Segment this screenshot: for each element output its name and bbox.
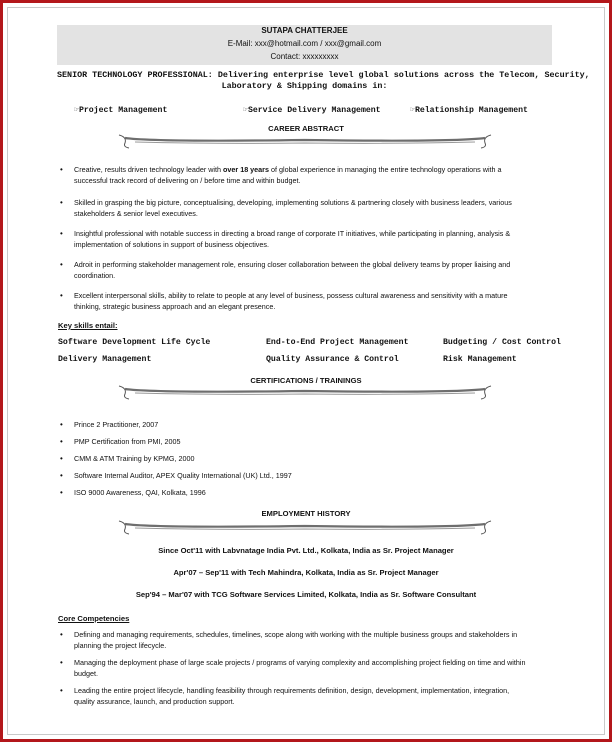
- domain-item: ☞Project Management: [74, 106, 168, 115]
- candidate-name: SUTAPA CHATTERJEE: [261, 26, 348, 35]
- page-inner: [7, 7, 605, 735]
- key-skills-title: Key skills entail:: [58, 321, 118, 330]
- job-entry: Sep'94 – Mar'07 with TCG Software Services Limited, Kolkata, India as Sr. Software Consultant: [135, 590, 477, 599]
- profile-line-1: SENIOR TECHNOLOGY PROFESSIONAL: Delivering enterprise level global solutions across the Telecom, Security,: [57, 70, 590, 80]
- certifications-title: CERTIFICATIONS / TRAININGS: [250, 376, 362, 385]
- domain-item: ☞Relationship Management: [410, 106, 528, 115]
- list-item: • Software Internal Auditor, APEX Quality International (UK) Ltd., 1997: [60, 471, 292, 480]
- list-item: • Prince 2 Practitioner, 2007: [60, 420, 159, 429]
- employment-title: EMPLOYMENT HISTORY: [261, 509, 351, 518]
- ornamental-divider: [115, 382, 495, 402]
- list-item: • Insightful professional with notable success in directing a broad range of corporate IT initiatives, while participating in planning, analysis & implementation of solutions in support of business objectives.: [60, 229, 511, 249]
- list-item: • CMM & ATM Training by KPMG, 2000: [60, 454, 195, 463]
- hand-pointer-icon: ☞: [243, 106, 248, 115]
- list-item: • Creative, results driven technology leader with over 18 years of global experience in managing the entire technology operations with a successful track record of delivering on / before time and within budget.: [60, 165, 502, 185]
- hand-pointer-icon: ☞: [74, 106, 79, 115]
- email-line: E-Mail: xxx@hotmail.com / xxx@gmail.com: [227, 39, 382, 48]
- list-item: • ISO 9000 Awareness, QAI, Kolkata, 1996: [60, 488, 206, 497]
- skill-item: Risk Management: [443, 355, 517, 364]
- core-competencies-list: [60, 629, 560, 707]
- skill-item: End-to-End Project Management: [266, 338, 409, 347]
- ornamental-divider: [115, 131, 495, 151]
- skill-item: Quality Assurance & Control: [266, 355, 399, 364]
- domain-item: ☞Service Delivery Management: [243, 106, 381, 115]
- job-entry: Apr'07 – Sep'11 with Tech Mahindra, Kolkata, India as Sr. Project Manager: [173, 568, 439, 577]
- core-competencies-title: Core Competencies: [58, 614, 130, 623]
- contact-line: Contact: xxxxxxxxx: [270, 52, 339, 61]
- list-item: • Skilled in grasping the big picture, conceptualising, developing, implementing solutions & partnering closely with business leaders, various stakeholders & senior level executives.: [60, 198, 512, 218]
- list-item: • Leading the entire project lifecycle, handling feasibility through requirements definition, design, development, implementation, integration, quality assurance, launch, and production support.: [60, 686, 510, 706]
- skill-item: Budgeting / Cost Control: [443, 338, 561, 347]
- ornamental-divider: [115, 517, 495, 537]
- skill-item: Software Development Life Cycle: [58, 338, 211, 347]
- career-abstract-title: CAREER ABSTRACT: [268, 124, 344, 133]
- job-entry: Since Oct'11 with Labvnatage India Pvt. Ltd., Kolkata, India as Sr. Project Manager: [158, 546, 454, 555]
- list-item: • Adroit in performing stakeholder management role, ensuring closer collaboration between the global delivery teams by proper liaising and coordination.: [60, 260, 511, 280]
- list-item: • Managing the deployment phase of large scale projects / programs of varying complexity and accomplishing project fielding on time and within budget.: [60, 658, 526, 678]
- profile-line-2: Laboratory & Shipping domains in:: [221, 81, 388, 91]
- list-item: • Excellent interpersonal skills, ability to relate to people at any level of business, possess cultural awareness and sensitivity with a mature thinking, strategic business approach and an elegant presence.: [60, 291, 508, 311]
- resume-header: [57, 25, 552, 65]
- certifications-list: [60, 416, 540, 501]
- career-abstract-list: [60, 164, 560, 312]
- list-item: • PMP Certification from PMI, 2005: [60, 437, 181, 446]
- skill-item: Delivery Management: [58, 355, 152, 364]
- list-item: • Defining and managing requirements, schedules, timelines, scope along with working with the multiple business groups and stakeholders in planning the project lifecycle.: [60, 630, 518, 650]
- hand-pointer-icon: ☞: [410, 106, 415, 115]
